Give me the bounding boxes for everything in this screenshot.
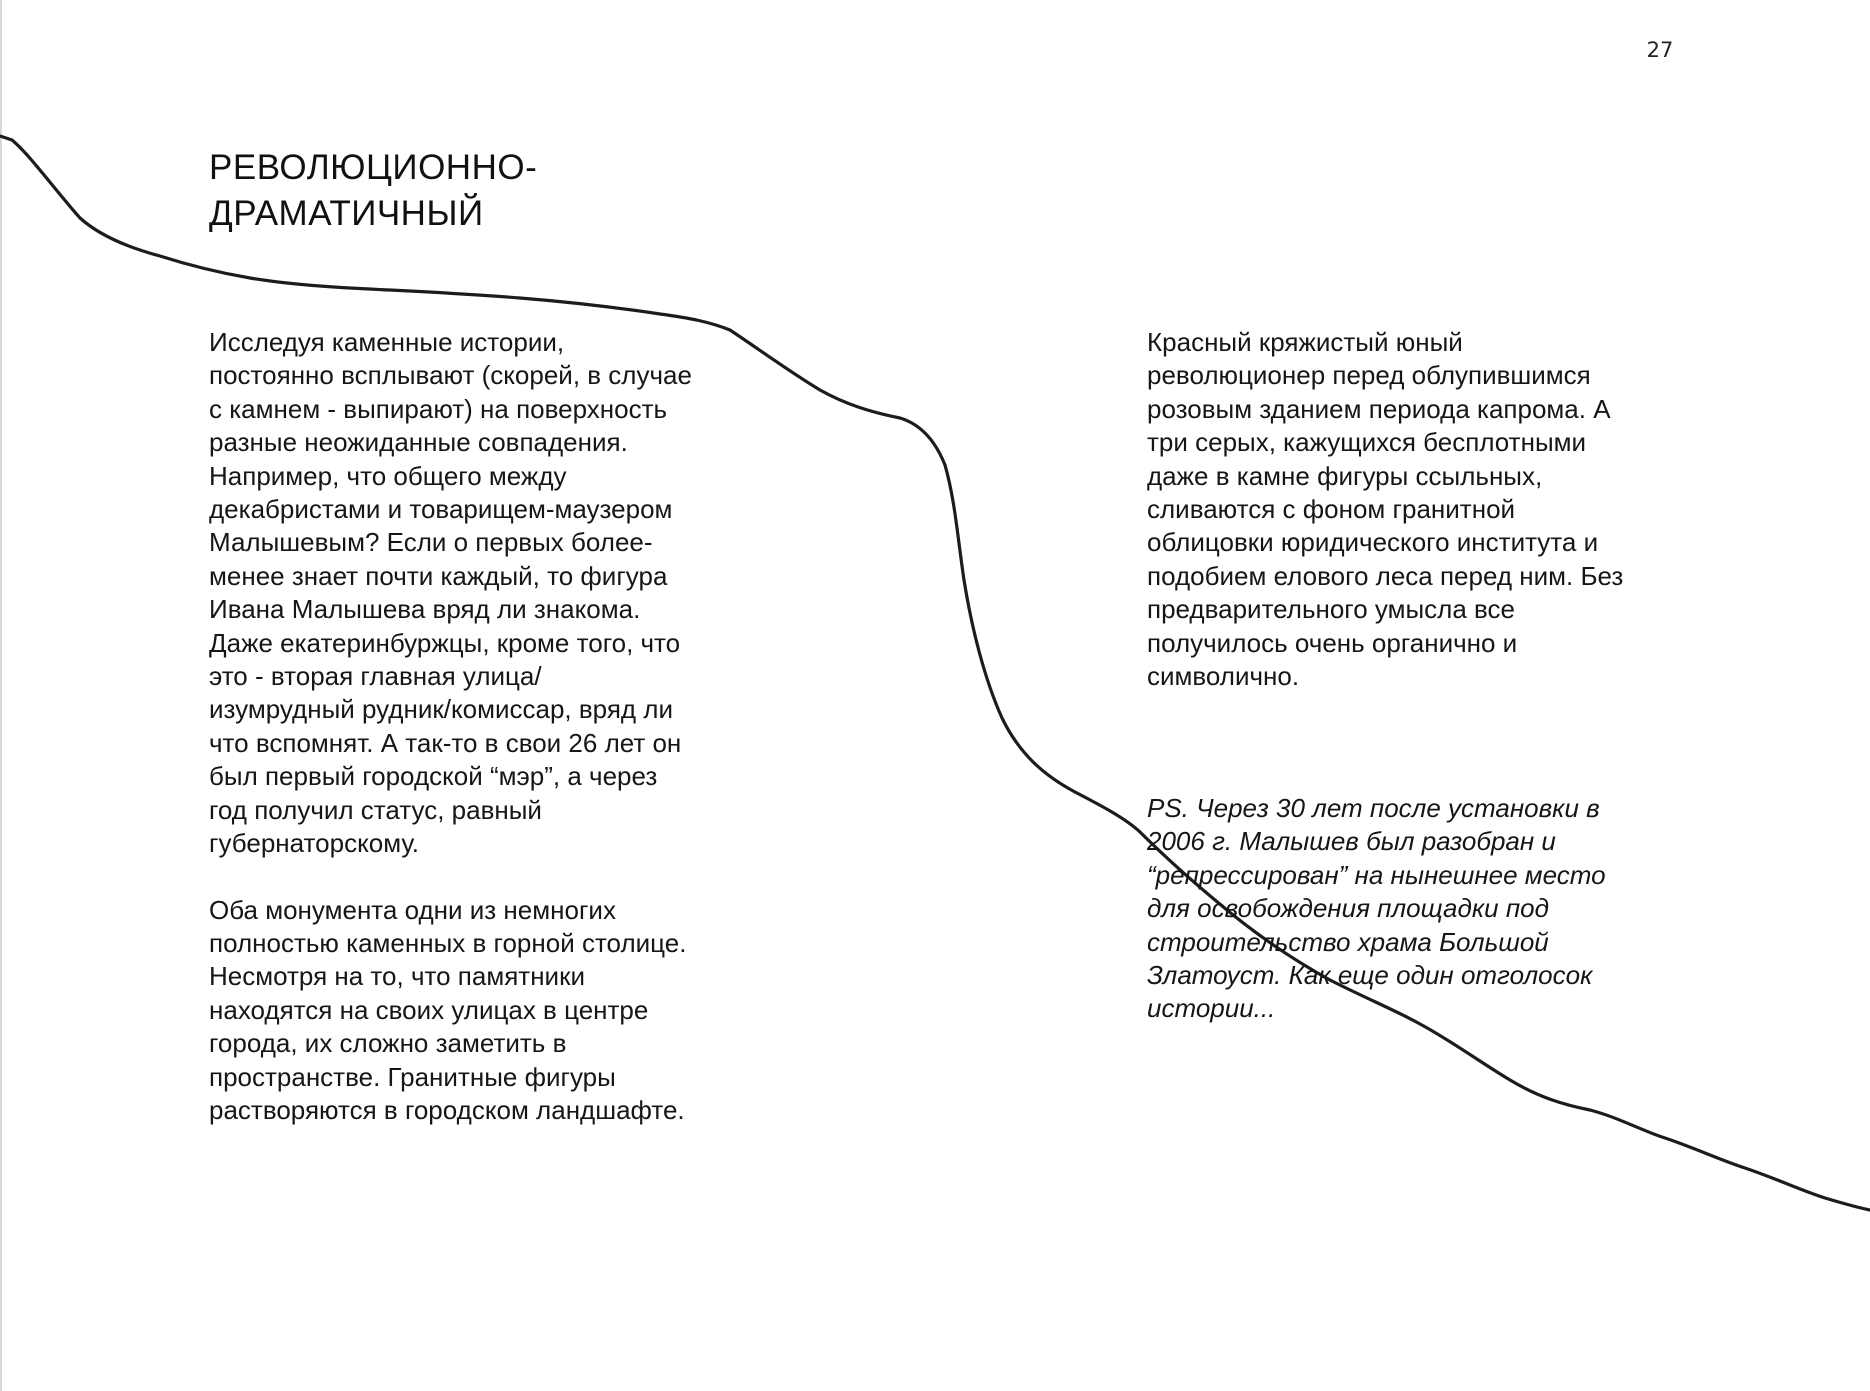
text-line: постоянно всплывают (скорей, в случае [209, 360, 692, 391]
text-line: Несмотря на то, что памятники [209, 961, 585, 992]
text-line: Исследуя каменные истории, [209, 327, 565, 357]
text-line: находятся на своих улицах в центре [209, 994, 649, 1025]
page-title [209, 145, 809, 237]
text-line: Ивана Малышева вряд ли знакома. [209, 594, 641, 625]
paragraph-description [1147, 326, 1667, 693]
text-line: Малышевым? Если о первых более- [209, 527, 653, 558]
page-number: 27 [1646, 38, 1674, 62]
text-line: строительство храма Большой [1147, 926, 1549, 957]
text-line: даже в камне фигуры ссыльных, [1147, 460, 1543, 491]
page-edge [0, 0, 2, 1391]
text-line: “репрессирован” на нынешнее место [1147, 859, 1606, 890]
title-line: РЕВОЛЮЦИОННО- [209, 148, 538, 187]
text-line: Златоуст. Как еще один отголосок [1147, 960, 1593, 991]
text-line: год получил статус, равный [209, 794, 542, 825]
left-column [209, 326, 769, 1127]
text-line: что вспомнят. А так-то в свои 26 лет он [209, 727, 682, 758]
text-line: разные неожиданные совпадения. [209, 427, 628, 458]
text-line: менее знает почти каждый, то фигура [209, 560, 668, 591]
text-line: декабристами и товарищем-маузером [209, 494, 673, 525]
text-line: изумрудный рудник/комиссар, вряд ли [209, 694, 674, 725]
text-line: для освобождения площадки под [1147, 893, 1549, 924]
text-line: подобием елового леса перед ним. Без [1147, 560, 1624, 591]
text-line: Оба монумента одни из немногих [209, 894, 616, 925]
text-line: города, их сложно заметить в [209, 1028, 567, 1059]
text-line: розовым зданием периода капрома. А [1147, 393, 1611, 424]
text-line: революционер перед облупившимся [1147, 360, 1591, 391]
text-line: предварительного умысла все [1147, 594, 1516, 625]
text-line: губернаторскому. [209, 828, 419, 859]
text-line: 2006 г. Малышев был разобран и [1147, 826, 1556, 857]
text-line: получилось очень органично и [1147, 627, 1518, 658]
postscript-note [1147, 792, 1606, 1026]
text-line: растворяются в городском ландшафте. [209, 1094, 685, 1125]
text-line: облицовки юридического института и [1147, 527, 1599, 558]
text-line: сливаются с фоном гранитной [1147, 494, 1516, 525]
text-line: истории... [1147, 993, 1276, 1024]
text-line: пространстве. Гранитные фигуры [209, 1061, 616, 1092]
text-line: символично. [1147, 661, 1300, 692]
text-line: PS. Через 30 лет после установки в [1147, 793, 1600, 823]
text-line: Например, что общего между [209, 460, 567, 491]
right-column [1147, 326, 1667, 1024]
title-line: ДРАМАТИЧНЫЙ [209, 194, 484, 233]
text-line: три серых, кажущихся бесплотными [1147, 427, 1587, 458]
text-line: Красный кряжистый юный [1147, 327, 1463, 357]
text-line: был первый городской “мэр”, а через [209, 761, 658, 792]
text-line: полностью каменных в горной столице. [209, 927, 687, 958]
text-line: Даже екатеринбуржцы, кроме того, что [209, 627, 681, 658]
paragraph-intro [209, 326, 769, 861]
text-line: это - вторая главная улица/ [209, 661, 542, 692]
paragraph-monuments [209, 894, 769, 1128]
text-line: с камнем - выпирают) на поверхность [209, 393, 668, 424]
